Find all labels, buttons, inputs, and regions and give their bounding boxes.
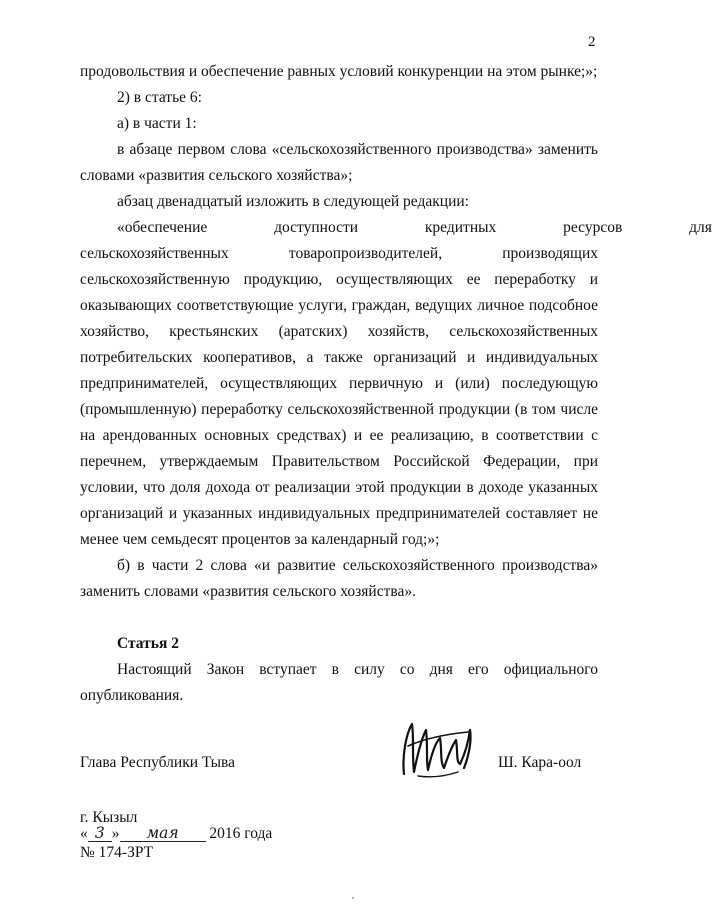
issue-city: г. Кызыл <box>80 809 138 826</box>
text-line: 2) в статье 6: <box>117 89 202 106</box>
text-line: абзац двенадцатый изложить в следующей редакции: <box>117 193 469 210</box>
text-line: организаций и указанных индивидуальных предпринимателей составляет не <box>80 505 598 522</box>
text-line: условии, что доля дохода от реализации этой продукции в доходе указанных <box>80 479 598 496</box>
text-line: предпринимателей, осуществляющих первичную и (или) последующую <box>80 375 598 392</box>
text-line: сельскохозяйственную продукцию, осуществляющих ее переработку и <box>80 271 598 288</box>
text-line: опубликования. <box>80 687 184 704</box>
law-number: № 174-ЗРТ <box>80 844 154 861</box>
text-line: перечнем, утверждаемым Правительством Российской Федерации, при <box>80 453 598 470</box>
date-close-quote: » <box>111 825 120 842</box>
scan-speck <box>352 897 354 899</box>
article-heading: Статья 2 <box>117 635 179 652</box>
text-line: б) в части 2 слова «и развитие сельскохозяйственного производства» <box>117 557 598 574</box>
date-month: мая <box>120 826 206 842</box>
text-line: а) в части 1: <box>117 115 197 132</box>
text-line: в абзаце первом слова «сельскохозяйственного производства» заменить <box>117 141 598 158</box>
date-day: 3 <box>88 826 112 842</box>
text-line: Настоящий Закон вступает в силу со дня его официального <box>117 661 598 678</box>
date-open-quote: « <box>80 825 88 842</box>
text-line: заменить словами «развития сельского хозяйства». <box>80 583 416 600</box>
text-line: словами «развития сельского хозяйства»; <box>80 167 353 184</box>
handwritten-signature <box>398 716 478 786</box>
text-line: хозяйство, крестьянских (аратских) хозяйств, сельскохозяйственных <box>80 323 598 340</box>
text-line: сельскохозяйственных товаропроизводителей, производящих <box>80 245 598 262</box>
text-line: потребительских кооперативов, а также организаций и индивидуальных <box>80 349 598 366</box>
text-line: менее чем семьдесят процентов за календарный год;»; <box>80 531 440 548</box>
text-line: оказывающих соответствующие услуги, граждан, ведущих личное подсобное <box>80 297 598 314</box>
text-line: «обеспечение доступности кредитных ресурсов для <box>117 219 712 236</box>
signatory-name: Ш. Кара-оол <box>498 754 582 771</box>
text-line: продовольствия и обеспечение равных условий конкуренции на этом рынке;»; <box>80 63 598 80</box>
issue-date <box>80 824 272 843</box>
text-line: (промышленную) переработку сельскохозяйственной продукции (в том числе <box>80 401 598 418</box>
signatory-title: Глава Республики Тыва <box>80 754 236 771</box>
text-line: на арендованных основных средствах) и ее реализацию, в соответствии с <box>80 427 598 444</box>
page-number: 2 <box>588 34 596 50</box>
date-year: 2016 года <box>209 825 273 842</box>
